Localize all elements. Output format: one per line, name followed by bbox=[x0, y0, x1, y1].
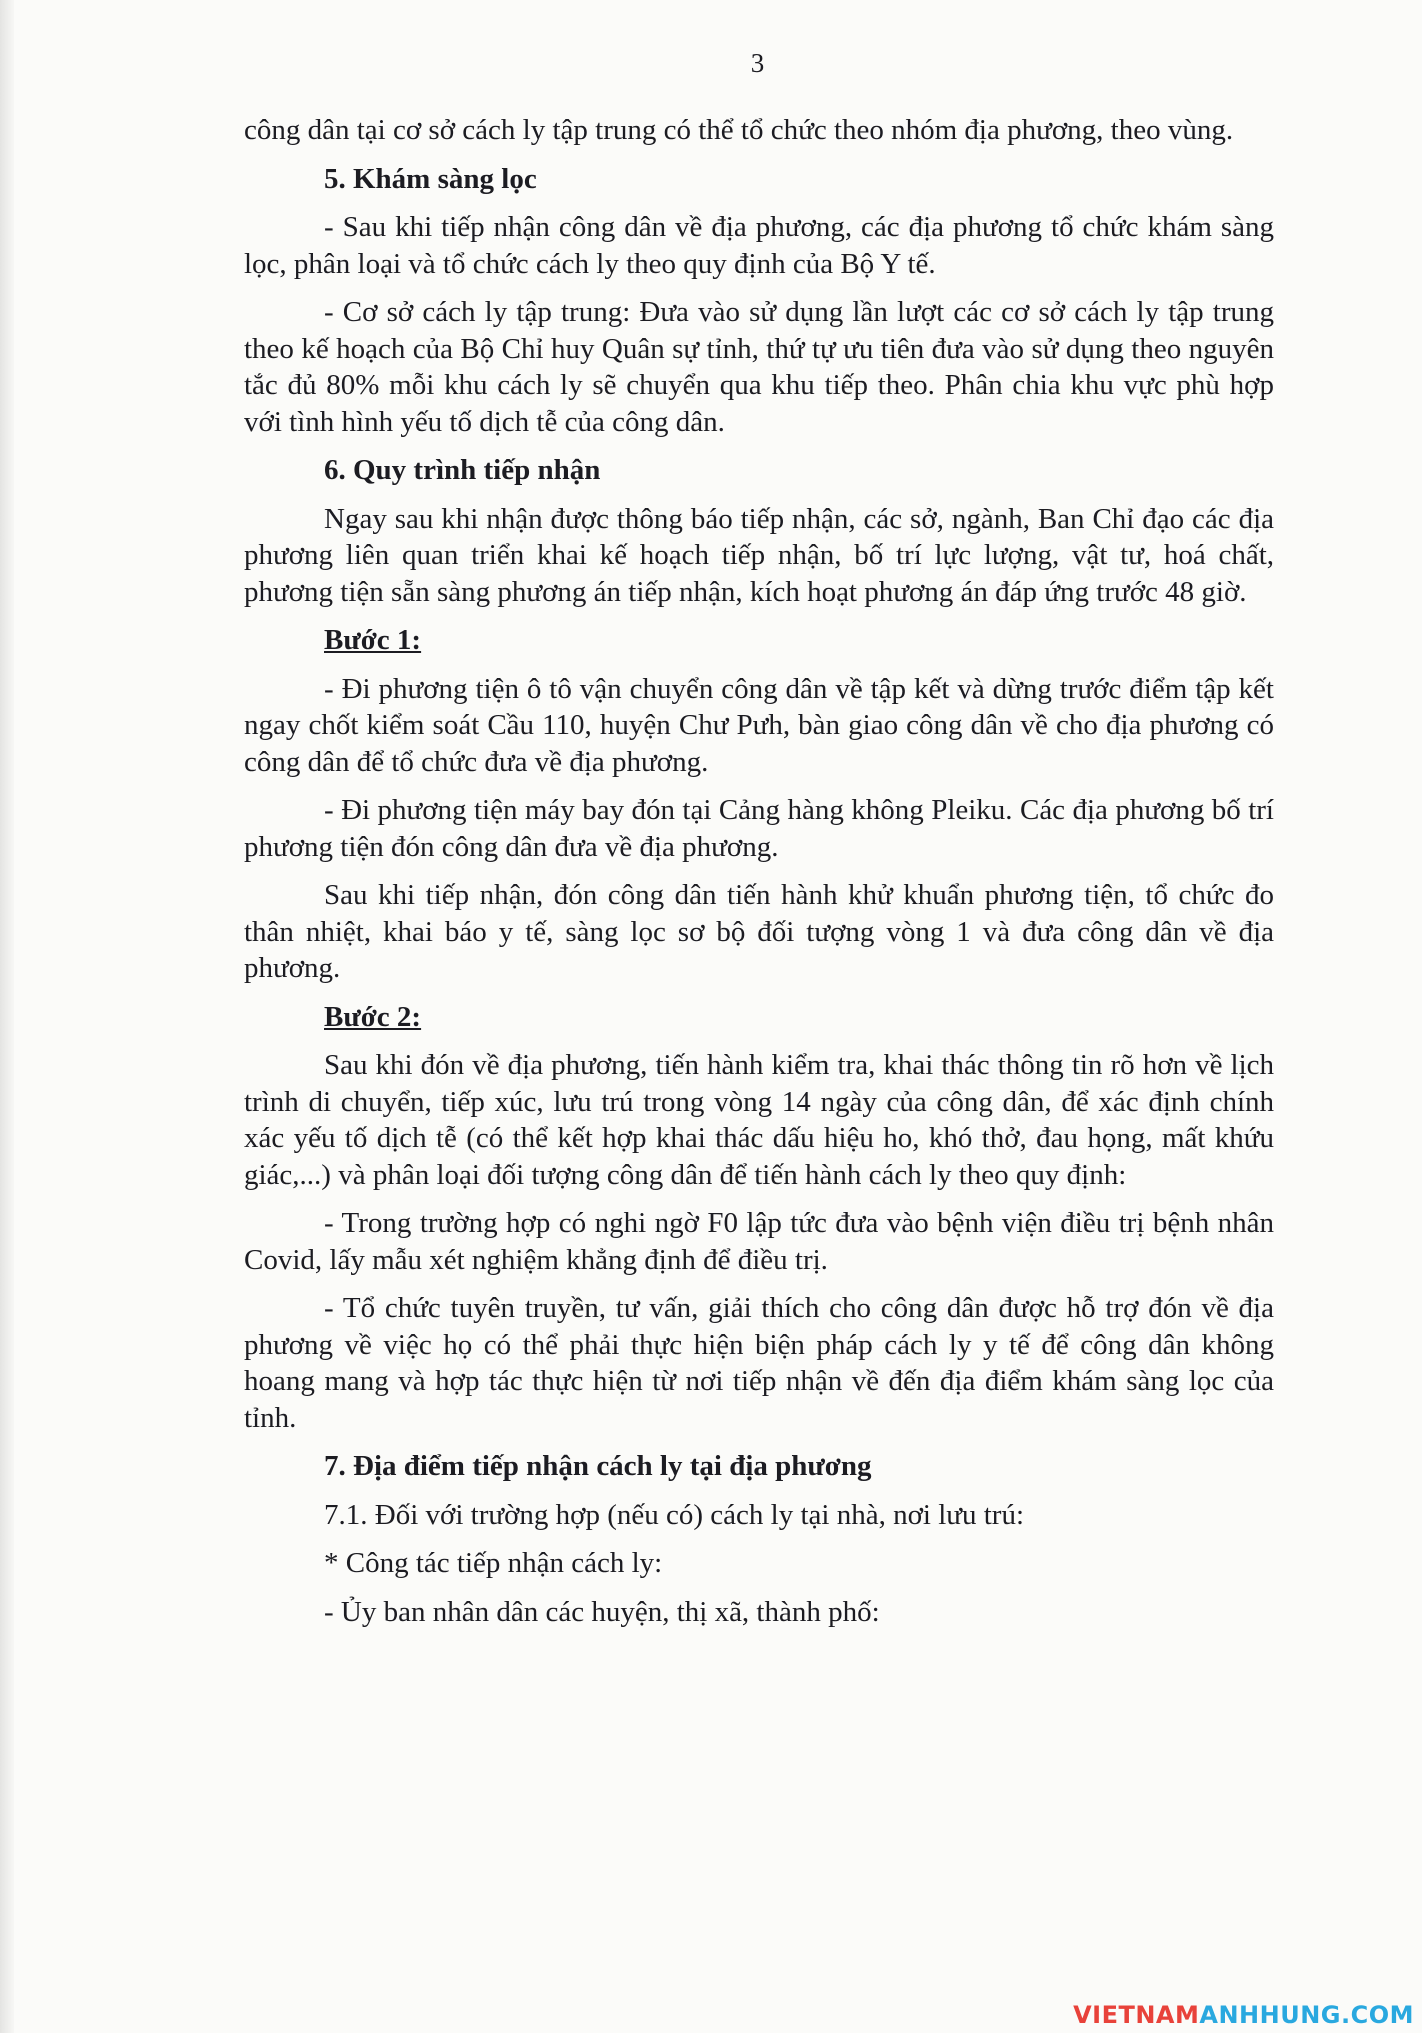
paragraph: - Cơ sở cách ly tập trung: Đưa vào sử dụng lần lượt các cơ sở cách ly tập trung theo kế hoạch của Bộ Chỉ huy Quân sự tỉnh, thứ tự ưu tiên đưa vào sử dụng theo nguyên tắc đủ 80% mỗi khu cách ly sẽ chuyển qua khu tiếp theo. Phân chia khu vực phù hợp với tình hình yếu tố dịch tễ của công dân. bbox=[244, 296, 1274, 438]
paragraph: - Sau khi tiếp nhận công dân về địa phương, các địa phương tổ chức khám sàng lọc, phân loại và tổ chức cách ly theo quy định của Bộ Y tế. bbox=[244, 211, 1274, 280]
section-heading: 5. Khám sàng lọc bbox=[324, 162, 537, 195]
paragraph: - Ủy ban nhân dân các huyện, thị xã, thành phố: bbox=[324, 1595, 880, 1628]
paragraph: Sau khi đón về địa phương, tiến hành kiểm tra, khai thác thông tin rõ hơn về lịch trình di chuyển, tiếp xúc, lưu trú trong vòng 14 ngày của công dân, để xác định chính xác yếu tố dịch tễ (có thể kết hợp khai thác dấu hiệu ho, khó thở, đau họng, mất khứu giác,...) và phân loại đối tượng công dân để tiến hành cách ly theo quy định: bbox=[244, 1049, 1274, 1191]
paragraph: - Tổ chức tuyên truyền, tư vấn, giải thích cho công dân được hỗ trợ đón về địa phương về việc họ có thể phải thực hiện biện pháp cách ly y tế để công dân không hoang mang và hợp tác thực hiện từ nơi tiếp nhận về đến địa điểm khám sàng lọc của tỉnh. bbox=[244, 1292, 1274, 1434]
paragraph: Ngay sau khi nhận được thông báo tiếp nhận, các sở, ngành, Ban Chỉ đạo các địa phương liên quan triển khai kế hoạch tiếp nhận, bố trí lực lượng, vật tư, hoá chất, phương tiện sẵn sàng phương án tiếp nhận, kích hoạt phương án đáp ứng trước 48 giờ. bbox=[244, 502, 1274, 608]
paragraph: - Đi phương tiện máy bay đón tại Cảng hàng không Pleiku. Các địa phương bố trí phương tiện đón công dân đưa về địa phương. bbox=[244, 794, 1274, 863]
section-heading: 6. Quy trình tiếp nhận bbox=[324, 454, 601, 486]
paragraph: công dân tại cơ sở cách ly tập trung có thể tổ chức theo nhóm địa phương, theo vùng. bbox=[244, 114, 1234, 146]
watermark-part-vietnam: VIETNAM bbox=[1073, 2001, 1200, 2029]
scan-edge-shadow bbox=[0, 0, 14, 2033]
section-heading: 7. Địa điểm tiếp nhận cách ly tại địa phương bbox=[324, 1450, 872, 1482]
paragraph: - Đi phương tiện ô tô vận chuyển công dân về tập kết và dừng trước điểm tập kết ngay chốt kiểm soát Cầu 110, huyện Chư Pưh, bàn giao công dân về cho địa phương có công dân để tổ chức đưa về địa phương. bbox=[244, 672, 1274, 778]
paragraph: Sau khi tiếp nhận, đón công dân tiến hành khử khuẩn phương tiện, tổ chức đo thân nhiệt, khai báo y tế, sàng lọc sơ bộ đối tượng vòng 1 và đưa công dân về địa phương. bbox=[244, 879, 1274, 984]
paragraph: * Công tác tiếp nhận cách ly: bbox=[324, 1547, 663, 1579]
document-body bbox=[244, 112, 1274, 1642]
watermark-part-com: .COM bbox=[1340, 2001, 1414, 2029]
site-watermark bbox=[1073, 2001, 1414, 2029]
step-heading: Bước 2: bbox=[324, 1000, 422, 1033]
paragraph: 7.1. Đối với trường hợp (nếu có) cách ly tại nhà, nơi lưu trú: bbox=[324, 1498, 1025, 1531]
paragraph: - Trong trường hợp có nghi ngờ F0 lập tức đưa vào bệnh viện điều trị bệnh nhân Covid, lấy mẫu xét nghiệm khẳng định để điều trị. bbox=[244, 1207, 1274, 1276]
page-number: 3 bbox=[750, 48, 765, 78]
step-heading: Bước 1: bbox=[324, 624, 422, 656]
watermark-part-anhhung: ANHHUNG bbox=[1199, 2001, 1341, 2029]
